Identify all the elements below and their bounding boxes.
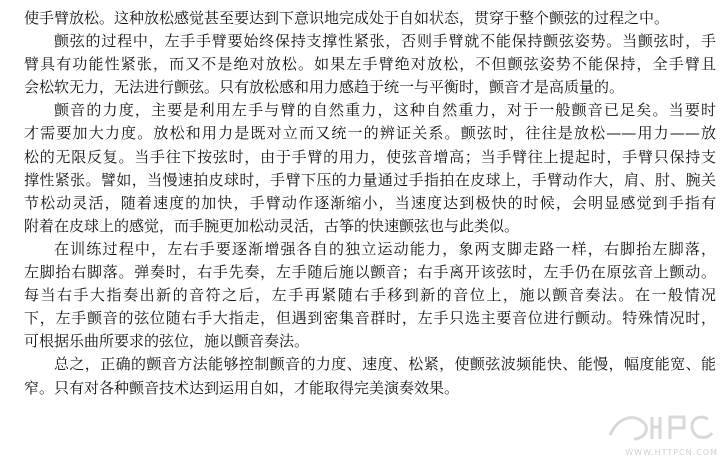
watermark-logo-icon xyxy=(604,409,722,445)
text-line: 臂具有功能性紧张，而又不是绝对放松。如果左手臂绝对放松，不但颤弦姿势不能保持，全手臂且 xyxy=(24,55,716,74)
site-watermark xyxy=(604,409,722,457)
text-line: 下，左手颤音的弦位随右手大指走，但遇到密集音群时，左手只选主要音位进行颤动。特殊情况时， xyxy=(24,309,716,328)
text-line: 附着在皮球上的感觉，而手腕更加松动灵活，古筝的快速颤弦也与此类似。 xyxy=(24,216,520,235)
text-line: 窄。只有对各种颤音技术达到运用自如，才能取得完美演奏效果。 xyxy=(24,378,460,397)
text-line: 可根据乐曲所要求的弦位，施以颤音奏法。 xyxy=(24,332,310,351)
text-line: 节松动灵活，随着速度的加快，手臂动作逐渐缩小，当速度达到极快的时候，会明显感觉到手指有 xyxy=(24,193,716,212)
text-line: 才需要加大力度。放松和用力是既对立而又统一的辨证关系。颤弦时，往往是放松——用力——放 xyxy=(24,124,716,143)
text-line: 在训练过程中，左右手要逐渐增强各自的独立运动能力，象两支脚走路一样，右脚抬左脚落， xyxy=(54,239,716,258)
text-line: 撑性紧张。譬如，当慢速拍皮球时，手臂下压的力量通过手指拍在皮球上，手臂动作大，肩、肘、腕关 xyxy=(24,170,716,189)
text-line: 左脚抬右脚落。弹奏时，右手先奏，左手随后施以颤音；右手离开该弦时，左手仍在原弦音上颤动。 xyxy=(24,263,716,282)
text-line: 颤弦的过程中，左手手臂要始终保持支撑性紧张，否则手臂就不能保持颤弦姿势。当颤弦时，手 xyxy=(54,32,716,51)
text-line: 每当右手大指奏出新的音符之后，左手再紧随右手移到新的音位上，施以颤音奏法。在一般情况 xyxy=(24,286,716,305)
text-line: 总之，正确的颤音方法能够控制颤音的力度、速度、松紧，使颤弦波频能快、能慢，幅度能宽、能 xyxy=(54,355,716,374)
text-line: 松的无限反复。当手往下按弦时，由于手臂的用力，使弦音增高；当手臂往上提起时，手臂只保持支 xyxy=(24,147,716,166)
text-line: 使手臂放松。这种放松感觉甚至要达到下意识地完成处于自如状态，贯穿于整个颤弦的过程之中。 xyxy=(24,9,670,27)
watermark-text: WWW.HTTPCN.COM xyxy=(625,448,718,457)
text-line: 会松软无力，无法进行颤弦。只有放松感和用力感趋于统一与平衡时，颤音才是高质量的。 xyxy=(24,78,625,97)
text-line: 颤音的力度，主要是利用左手与臂的自然重力，这种自然重力，对于一般颤音已足矣。当要时 xyxy=(54,101,716,120)
document-page xyxy=(24,7,716,400)
